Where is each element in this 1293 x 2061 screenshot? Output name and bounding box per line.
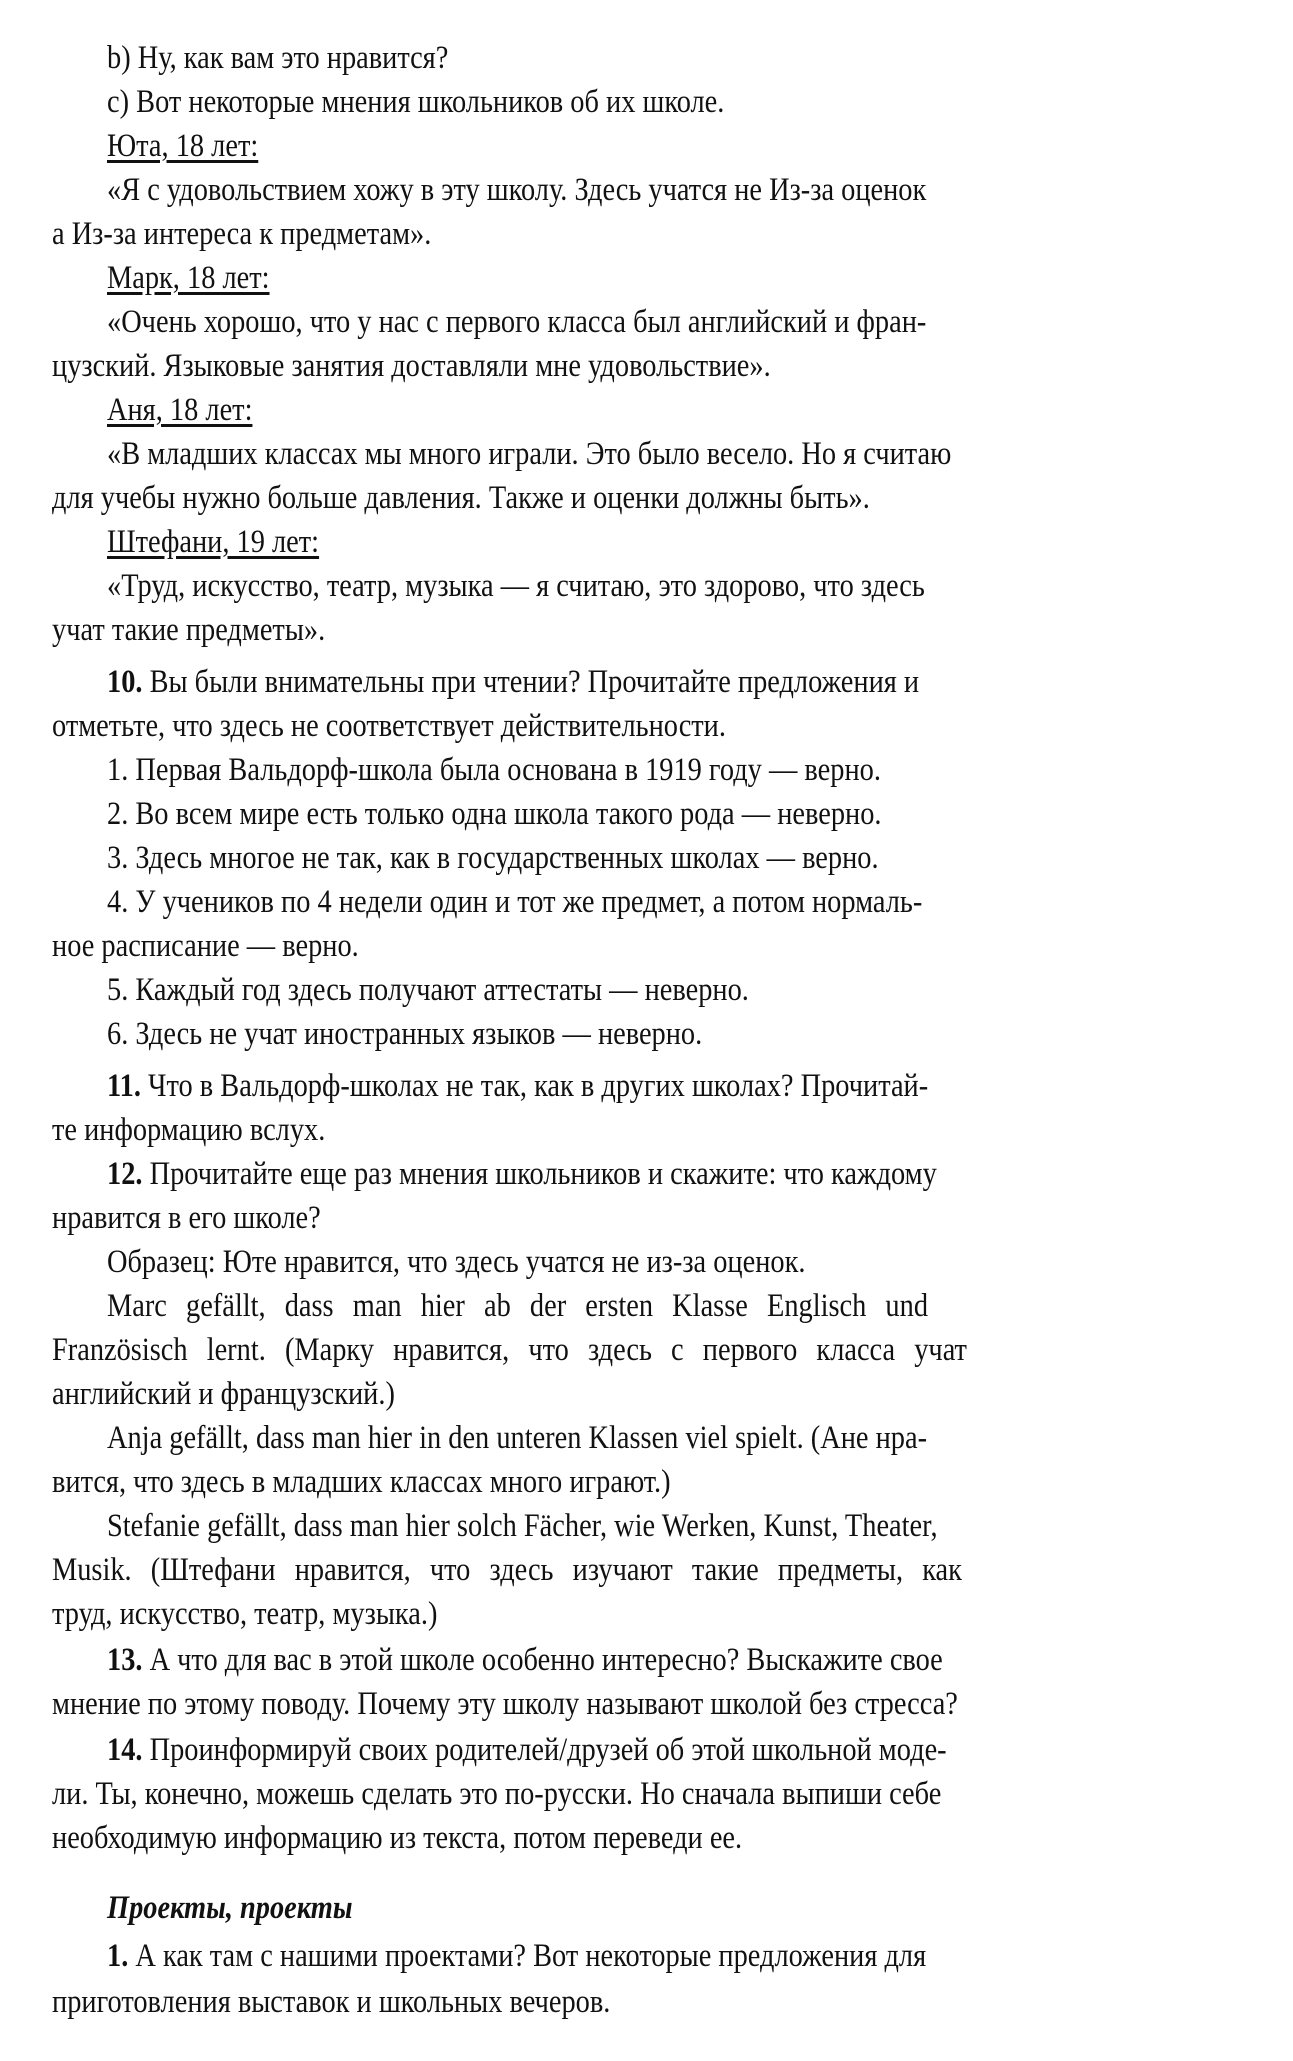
text-line: Musik. (Штефани нравится, что здесь изучают такие предметы, как (52, 1552, 962, 1588)
text-line: цузский. Языковые занятия доставляли мне удовольствие». (52, 348, 771, 384)
text-line: для учебы нужно больше давления. Также и оценки должны быть». (52, 480, 870, 516)
exercise-text: А что для вас в этой школе особенно интересно? Выскажите свое (142, 1642, 943, 1678)
text-line: b) Ну, как вам это нравится? (107, 40, 449, 76)
exercise-text: Что в Вальдорф-школах не так, как в других школах? Прочитай- (140, 1068, 929, 1104)
exercise-number: 10. (107, 664, 143, 700)
project-1 (107, 1936, 926, 1976)
text-line: «Я с удовольствием хожу в эту школу. Здесь учатся не Из-за оценок (107, 172, 927, 208)
text-line: Marc gefällt, dass man hier ab der ersten Klasse Englisch und (107, 1288, 929, 1324)
text-line: Образец: Юте нравится, что здесь учатся не из-за оценок. (107, 1244, 806, 1280)
section-heading: Проекты, проекты (107, 1890, 353, 1926)
text-line: «Очень хорошо, что у нас с первого класса был английский и фран- (107, 304, 927, 340)
exercise-12 (107, 1154, 937, 1194)
exercise-number: 1. (107, 1938, 129, 1974)
text-line: «В младших классах мы много играли. Это было весело. Но я считаю (107, 436, 952, 472)
exercise-13 (107, 1640, 943, 1680)
text-line: приготовления выставок и школьных вечеров. (52, 1984, 611, 2020)
exercise-text: А как там с нашими проектами? Вот некоторые предложения для (128, 1938, 927, 1974)
text-line: те информацию вслух. (52, 1112, 326, 1148)
exercise-text: Прочитайте еще раз мнения школьников и скажите: что каждому (142, 1156, 937, 1192)
text-line: нравится в его школе? (52, 1200, 321, 1236)
list-item: 6. Здесь не учат иностранных языков — неверно. (107, 1016, 703, 1052)
list-item: 2. Во всем мире есть только одна школа такого рода — неверно. (107, 796, 882, 832)
exercise-text: Вы были внимательны при чтении? Прочитайте предложения и (142, 664, 920, 700)
text-line: «Труд, искусство, театр, музыка — я считаю, это здорово, что здесь (107, 568, 925, 604)
text-line: английский и французский.) (52, 1376, 395, 1412)
list-item: 5. Каждый год здесь получают аттестаты — неверно. (107, 972, 749, 1008)
text-line: c) Вот некоторые мнения школьников об их школе. (107, 84, 725, 120)
exercise-11 (107, 1066, 928, 1106)
exercise-number: 11. (107, 1068, 141, 1104)
list-item: 1. Первая Вальдорф-школа была основана в 1919 году — верно. (107, 752, 881, 788)
text-line: учат такие предметы». (52, 612, 326, 648)
speaker-heading: Юта, 18 лет: (107, 128, 259, 164)
exercise-number: 14. (107, 1732, 143, 1768)
text-line: Französisch lernt. (Марку нравится, что здесь с первого класса учат (52, 1332, 967, 1368)
text-line: труд, искусство, театр, музыка.) (52, 1596, 438, 1632)
text-line: отметьте, что здесь не соответствует действительности. (52, 708, 726, 744)
speaker-heading: Штефани, 19 лет: (107, 524, 320, 560)
text-line: необходимую информацию из текста, потом переведи ее. (52, 1820, 743, 1856)
text-line: Stefanie gefällt, dass man hier solch Fächer, wie Werken, Kunst, Theater, (107, 1508, 938, 1544)
exercise-14 (107, 1730, 947, 1770)
speaker-heading: Марк, 18 лет: (107, 260, 270, 296)
exercise-10 (107, 662, 919, 702)
list-item: 3. Здесь многое не так, как в государственных школах — верно. (107, 840, 879, 876)
text-line: вится, что здесь в младших классах много играют.) (52, 1464, 671, 1500)
text-line: а Из-за интереса к предметам». (52, 216, 432, 252)
text-line: ное расписание — верно. (52, 928, 359, 964)
exercise-number: 12. (107, 1156, 143, 1192)
text-line: Anja gefällt, dass man hier in den unteren Klassen viel spielt. (Ане нра- (107, 1420, 928, 1456)
text-line: мнение по этому поводу. Почему эту школу называют школой без стресса? (52, 1686, 958, 1722)
text-line: ли. Ты, конечно, можешь сделать это по-русски. Но сначала выпиши себе (52, 1776, 942, 1812)
list-item: 4. У учеников по 4 недели один и тот же предмет, а потом нормаль- (107, 884, 923, 920)
exercise-number: 13. (107, 1642, 143, 1678)
exercise-text: Проинформируй своих родителей/друзей об этой школьной моде- (142, 1732, 947, 1768)
speaker-heading: Аня, 18 лет: (107, 392, 253, 428)
